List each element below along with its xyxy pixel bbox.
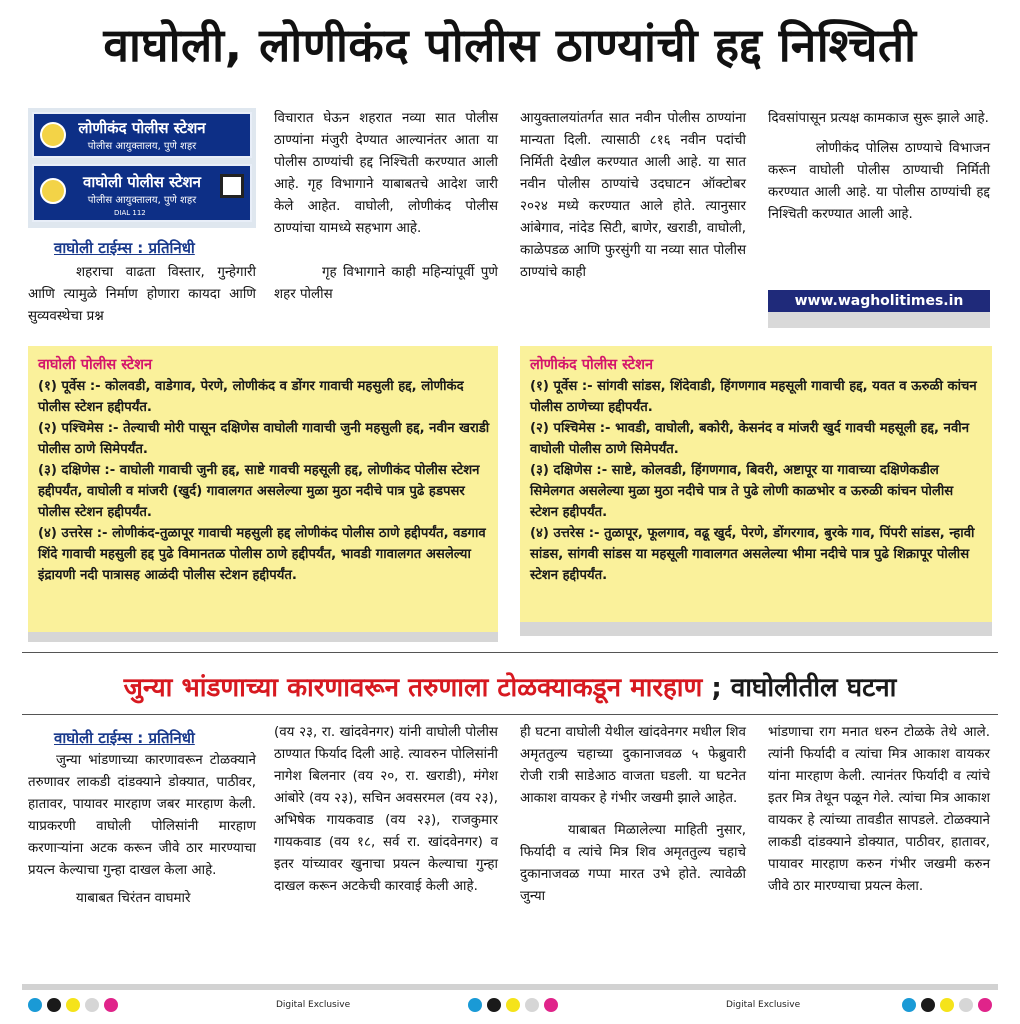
wagholi-sign-subtitle: पोलीस आयुक्तालय, पुणे शहर [87, 195, 197, 206]
registration-dot-icon [85, 998, 99, 1012]
wagholi-box-shadow [28, 632, 498, 642]
page-headline: वाघोली, लोणीकंद पोलीस ठाण्यांची हद्द निश्चिती [103, 18, 917, 72]
lonikand-box-shadow [520, 622, 992, 636]
article2-headline-suffix: ; वाघोलीतील घटना [711, 673, 897, 703]
article2-headline [22, 672, 998, 706]
wagholi-sign [32, 164, 252, 222]
registration-dot-icon [506, 998, 520, 1012]
page-footer [0, 996, 1020, 1016]
wagholi-boundary-south: (३) दक्षिणेस :- वाघोली गावाची जुनी हद्द, साष्टे गावची महसूली हद्द, लोणीकंद पोलीस स्टेशन हद्दीपर्यंत, वाघोली व मांजरी (खुर्द) गावालगत असलेल्या मुळा मुठा नदीचे पात्र पुढे हडपसर पोलीस स्टेशन हद्दीपर्यंत. [38, 463, 480, 520]
registration-dot-icon [544, 998, 558, 1012]
article1-byline: वाघोली टाईम्स : प्रतिनिधी [54, 239, 195, 257]
article2-col1-para-b: याबाबत चिरंतन वाघमारे [76, 891, 191, 906]
article2-col2-text: (वय २३, रा. खांदवेनगर) यांनी वाघोली पोलीस ठाण्यात फिर्याद दिली आहे. त्यावरुन पोलिसांनी नागेश बिलनार (वय २०, रा. खराडी), मंगेश आंबोरे (वय २३), सचिन अवसरमल (वय २३), अभिषेक गायकवाड (वय २३), राजकुमार गायकवाड (वय १८, सर्व रा. खांदवेनगर) व इतर यांच्यावर खुनाचा प्रयत्न केल्याचा गुन्हा दाखल करून अटकेची कारवाई केली आहे. [274, 725, 498, 894]
police-station-photo [28, 108, 256, 228]
registration-dot-icon [66, 998, 80, 1012]
section-divider [22, 652, 998, 653]
registration-dot-icon [468, 998, 482, 1012]
article1-col1-text: शहराचा वाढता विस्तार, गुन्हेगारी आणि त्यामुळे निर्माण होणारा कायदा आणि सुव्यवस्थेचा प्रश्न [28, 265, 256, 324]
lonikand-sign-subtitle: पोलीस आयुक्तालय, पुणे शहर [87, 141, 197, 152]
wagholi-sign-title: वाघोली पोलीस स्टेशन [83, 173, 201, 191]
police-seal-icon [40, 178, 66, 204]
registration-dot-icon [487, 998, 501, 1012]
registration-dot-icon [940, 998, 954, 1012]
registration-dot-icon [921, 998, 935, 1012]
registration-dot-icon [902, 998, 916, 1012]
lonikand-boundary-west: (२) पश्चिमेस :- भावडी, वाघोली, बकोरी, केसनंद व मांजरी खुर्द गावची महसूली हद्द, नवीन वाघोली पोलीस ठाणे सिमेपर्यंत. [530, 421, 970, 457]
article1-col4 [768, 108, 990, 226]
article1-col2-para-b: गृह विभागाने काही महिन्यांपूर्वी पुणे शहर पोलीस [274, 265, 498, 302]
registration-dot-icon [104, 998, 118, 1012]
registration-dot-icon [28, 998, 42, 1012]
lonikand-boundary-south: (३) दक्षिणेस :- साष्टे, कोलवडी, हिंगणगाव, बिवरी, अष्टापूर या गावाच्या दक्षिणेकडील सिमेलगत असलेल्या मुळा मुठा नदीचे पात्र ते पुढे लोणी काळभोर व ऊरुळी कांचन पोलीस स्टेशन हद्दीपर्यंत. [530, 463, 954, 520]
footer-label-center: Digital Exclusive [276, 1000, 351, 1010]
article1-col4-para-b: लोणीकंद पोलिस ठाण्याचे विभाजन करून वाघोली पोलीस ठाण्याची निर्मिती करण्यात आली आहे. या पोलीस ठाण्यांची हद्द निश्चिती करण्यात आली आहे. [768, 141, 990, 222]
lonikand-sign-title: लोणीकंद पोलीस स्टेशन [78, 119, 206, 137]
website-bar-shadow [768, 312, 990, 328]
article1-col2-para-a: विचारात घेऊन शहरात नव्या सात पोलीस ठाण्यांना मंजुरी देण्यात आल्यानंतर आता या पोलीस ठाण्यांची हद्द निश्चिती करण्यात आली आहे. गृह विभागाने याबाबतचे आदेश जारी केले आहेत. वाघोली, लोणीकंद पोलीस ठाण्यांचा यामध्ये सहभाग आहे. [274, 111, 498, 236]
lonikand-sign [32, 112, 252, 158]
registration-dot-icon [47, 998, 61, 1012]
color-registration-marks-right [902, 998, 992, 1012]
article1-col3-text: आयुक्तालयांतर्गत सात नवीन पोलीस ठाण्यांना मान्यता दिली. त्यासाठी ८१६ नवीन पदांची निर्मिती देखील करण्यात आली आहे. या सात नवीन पोलीस ठाण्यांचे उदघाटन ऑक्टोबर २०२४ मध्ये करण्यात आले होते. त्यानुसार आंबेगाव, नांदेड सिटी, बाणेर, खराडी, वाघोली, काळेपडळ आणि फुरसुंगी या नव्या सात पोलीस ठाण्यांचे काही [520, 111, 746, 280]
wagholi-box-title: वाघोली पोलीस स्टेशन [38, 357, 153, 373]
lonikand-boundary-east: (१) पूर्वेस :- सांगवी सांडस, शिंदेवाडी, हिंगणगाव महसूली गावाची हद्द, यवत व ऊरुळी कांचन पोलीस ठाणेच्या हद्दीपर्यंत. [530, 379, 977, 415]
article2-col3-para-b: याबाबत मिळालेल्या माहिती नुसार, फिर्यादी व त्यांचे मित्र शिव अमृततुल्य चहाचे दुकानाजवळ गप्पा मारत उभे होते. त्यावेळी जुन्या [520, 823, 746, 904]
article2-col4 [768, 722, 990, 898]
article1-col4-para-a: दिवसांपासून प्रत्यक्ष कामकाज सुरू झाले आहे. [768, 111, 989, 126]
wagholi-boundary-north: (४) उत्तरेस :- लोणीकंद-तुळापूर गावाची महसुली हद्द लोणीकंद पोलीस ठाणे हद्दीपर्यंत, वडगाव शिंदे गावाची महसुली हद्द पुढे विमानतळ पोलीस ठाणे हद्दीपर्यंत, भावडी गावालगत असलेल्या इंद्रायणी नदी पात्रासह आळंदी पोलीस स्टेशन हद्दीपर्यंत. [38, 526, 486, 583]
article2-col3 [520, 722, 746, 908]
bottom-rule [22, 984, 998, 990]
lonikand-boundary-north: (४) उत्तरेस :- तुळापूर, फूलगाव, वढू खुर्द, पेरणे, डोंगरगाव, बुरके गाव, पिंपरी सांडस, न्हावी सांडस, सांगवी सांडस या महसूली गावालगत असलेल्या भीमा नदीचे पात्र पुढे शिक्रापूर पोलीस स्टेशन हद्दीपर्यंत. [530, 526, 975, 583]
lonikand-boundary-box [520, 346, 992, 622]
article2-col1-para-a: जुन्या भांडणाच्या कारणावरून टोळक्याने तरुणावर लाकडी दांडक्याने डोक्यात, पाठीवर, हातावर, पायावर मारहाण जबर मारहाण केली. याप्रकरणी वाघोली पोलिसांनी मारहाण करणाऱ्यांना अटक करून जीवे ठार मारण्याचा प्रयत्न केल्याचा गुन्हा दाखल केला आहे. [28, 753, 256, 878]
article1-col1 [28, 262, 256, 328]
website-link[interactable]: www.wagholitimes.in [768, 290, 990, 312]
registration-dot-icon [525, 998, 539, 1012]
article2-byline: वाघोली टाईम्स : प्रतिनिधी [54, 729, 195, 747]
article1-col2 [274, 108, 498, 306]
dial-number: DIAL 112 [114, 209, 146, 217]
registration-dot-icon [959, 998, 973, 1012]
article1-col3 [520, 108, 746, 284]
color-registration-marks-left [28, 998, 118, 1012]
registration-dot-icon [978, 998, 992, 1012]
article2-col4-text: भांडणाचा राग मनात धरुन टोळके तेथे आले. त्यांनी फिर्यादी व त्यांचा मित्र आकाश वायकर यांना मारहाण केली. त्यानंतर फिर्यादी व त्यांचे इतर मित्र तेथून पळून गेले. त्यांचा मित्र आकाश वायकर हे त्यांच्या तावडीत सापडले. टोळक्याने लाकडी दांडक्याने डोक्यात, पाठीवर, हातावर, पायावर मारहाण करुन गंभीर जखमी करुन जीवे ठार मारण्याचा प्रयत्न केला. [768, 725, 990, 894]
article2-col3-para-a: ही घटना वाघोली येथील खांदवेनगर मधील शिव अमृततुल्य चहाच्या दुकानाजवळ ५ फेब्रुवारी रोजी रात्री साडेआठ वाजता घडली. या घटनेत आकाश वायकर हे गंभीर जखमी झाले आहेत. [520, 725, 746, 806]
police-seal-icon [40, 122, 66, 148]
wagholi-boundary-east: (१) पूर्वेस :- कोलवडी, वाडेगाव, पेरणे, लोणीकंद व डोंगर गावाची महसुली हद्द, लोणीकंद पोलीस स्टेशन हद्दीपर्यंत. [38, 379, 464, 415]
article2-col1 [28, 750, 256, 910]
article2-col2 [274, 722, 498, 898]
lonikand-box-title: लोणीकंद पोलीस स्टेशन [530, 357, 653, 373]
color-registration-marks-center [468, 998, 558, 1012]
wagholi-boundary-west: (२) पश्चिमेस :- तेल्याची मोरी पासून दक्षिणेस वाघोली गावाची जुनी महसुली हद्द, नवीन खराडी पोलीस ठाणे सिमेपर्यंत. [38, 421, 490, 457]
wagholi-boundary-box [28, 346, 498, 632]
article2-headline-main: जुन्या भांडणाच्या कारणावरून तरुणाला टोळक्याकडून मारहाण [123, 673, 703, 703]
qr-code-icon [220, 174, 244, 198]
footer-label-right: Digital Exclusive [726, 1000, 801, 1010]
headline-underline [22, 714, 998, 715]
